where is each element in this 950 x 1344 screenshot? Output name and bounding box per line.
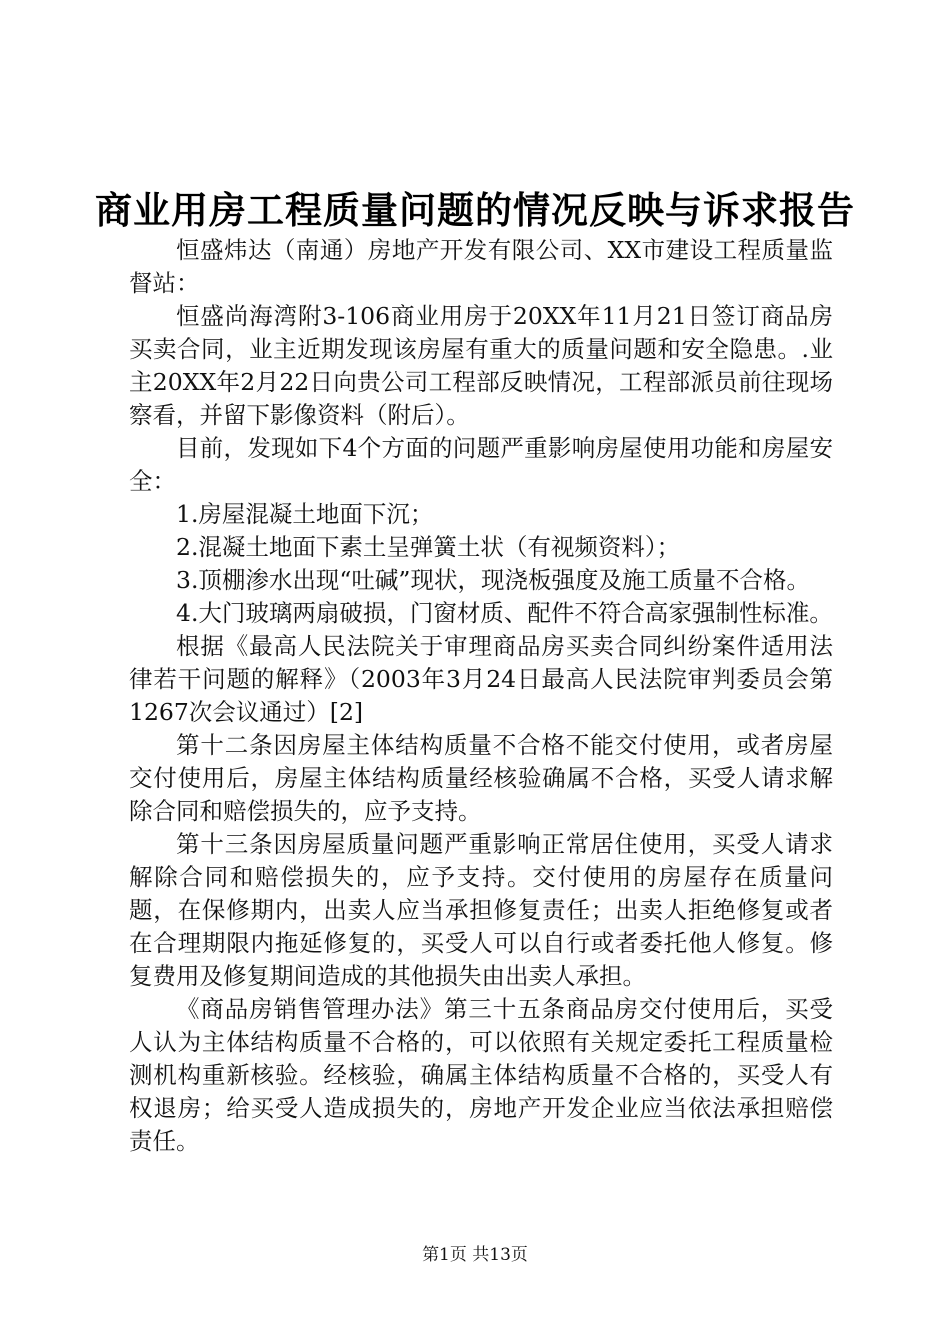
document-title: 商业用房工程质量问题的情况反映与诉求报告 — [95, 188, 855, 232]
paragraph-issue-4: 4.大门玻璃两扇破损，门窗材质、配件不符合高家强制性标准。 — [176, 599, 833, 627]
page-footer: 第1页 共13页 — [422, 1245, 528, 1265]
paragraph-issue-3: 3.顶棚渗水出现“吐碱”现状，现浇板强度及施工质量不合格。 — [176, 566, 810, 594]
paragraph-sales-regulation: 《商品房销售管理办法》第三十五条商品房交付使用后，买受人认为主体结构质量不合格的，可以依照有关规定委托工程质量检测机构重新核验。经核验，确属主体结构质量不合格的，买受人有权退房；给买受人造成损失的，房地产开发企业应当依法承担赔偿责任。 — [129, 995, 833, 1155]
paragraph-article-12: 第十二条因房屋主体结构质量不合格不能交付使用，或者房屋交付使用后，房屋主体结构质量经核验确属不合格，买受人请求解除合同和赔偿损失的，应予支持。 — [129, 731, 833, 825]
document-body — [129, 234, 833, 1158]
paragraph-issue-1: 1.房屋混凝土地面下沉； — [176, 500, 434, 528]
paragraph-article-13: 第十三条因房屋质量问题严重影响正常居住使用，买受人请求解除合同和赔偿损失的，应予支持。交付使用的房屋存在质量问题，在保修期内，出卖人应当承担修复责任；出卖人拒绝修复或者在合理期限内拖延修复的，买受人可以自行或者委托他人修复。修复费用及修复期间造成的其他损失由出卖人承担。 — [129, 830, 833, 990]
paragraph-legal-basis: 根据《最高人民法院关于审理商品房买卖合同纠纷案件适用法律若干问题的解释》（2003年3月24日最高人民法院审判委员会第1267次会议通过）[2] — [129, 632, 833, 726]
paragraph-background: 恒盛尚海湾附3-106商业用房于20XX年11月21日签订商品房买卖合同，业主近期发现该房屋有重大的质量问题和安全隐患。.业主20XX年2月22日向贵公司工程部反映情况，工程部派员前往现场察看，并留下影像资料（附后）。 — [129, 302, 833, 429]
paragraph-issue-2: 2.混凝土地面下素土呈弹簧土状（有视频资料）； — [176, 533, 681, 561]
paragraph-issues-intro: 目前，发现如下4个方面的问题严重影响房屋使用功能和房屋安全： — [129, 434, 833, 495]
paragraph-addressee: 恒盛炜达（南通）房地产开发有限公司、XX市建设工程质量监督站： — [129, 236, 833, 297]
